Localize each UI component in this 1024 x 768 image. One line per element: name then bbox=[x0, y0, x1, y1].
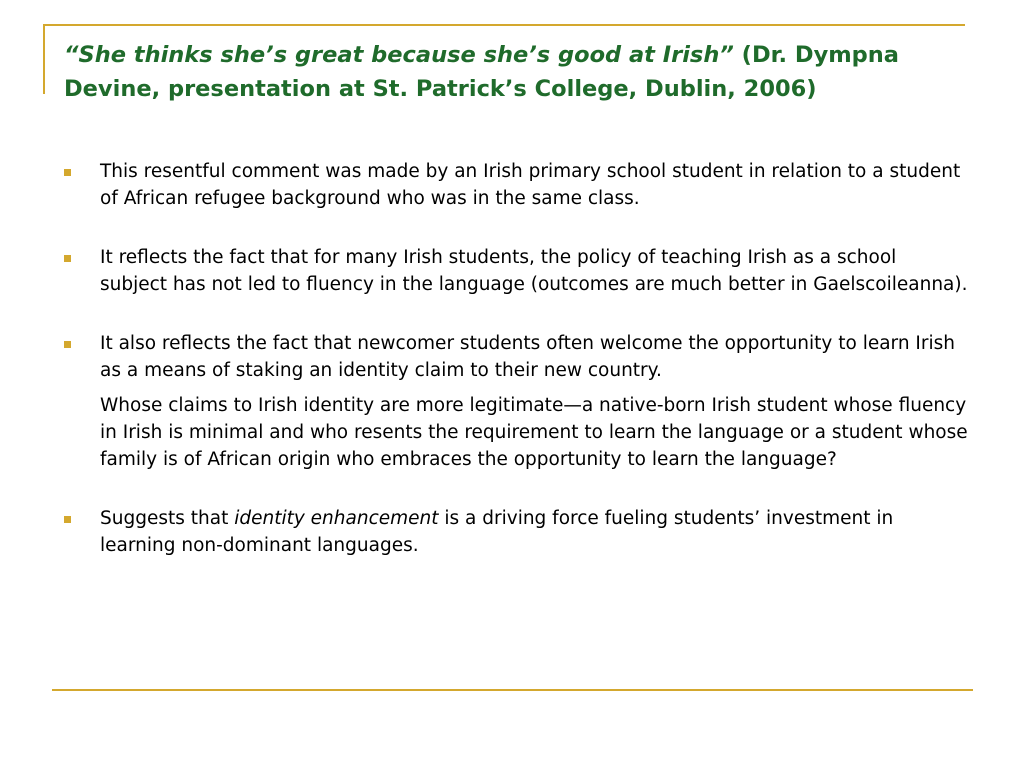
bullet-continuation-text: Whose claims to Irish identity are more legitimate—a native-born Irish student whose fluency in Irish is minimal and who resents the requirement to learn the language or a student whose family is of African origin who embraces the opportunity to learn the language? bbox=[100, 395, 968, 470]
bullet-text bbox=[100, 505, 969, 559]
slide-title bbox=[64, 38, 964, 106]
bullet-emphasis: identity enhancement bbox=[234, 508, 439, 529]
top-border-line bbox=[43, 24, 965, 26]
bullet-suffix: is a driving force fueling students’ investment in learning non-dominant languages. bbox=[100, 508, 894, 556]
left-border-line bbox=[43, 24, 45, 94]
bullet-text: It reflects the fact that for many Irish students, the policy of teaching Irish as a school subject has not led to fluency in the language (outcomes are much better in Gaelscoileanna). bbox=[100, 247, 968, 295]
square-bullet-icon bbox=[64, 255, 71, 262]
title-citation: (Dr. Dympna Devine, presentation at St. Patrick’s College, Dublin, 2006) bbox=[64, 42, 899, 102]
bullet-item-identity bbox=[64, 505, 969, 559]
bullet-item-comment bbox=[64, 158, 969, 212]
square-bullet-icon bbox=[64, 341, 71, 348]
bullet-prefix: Suggests that bbox=[100, 508, 235, 529]
bullet-list bbox=[64, 158, 969, 591]
bullet-text: This resentful comment was made by an Irish primary school student in relation to a student of African refugee background who was in the same class. bbox=[100, 161, 961, 209]
bottom-border-line bbox=[52, 689, 973, 691]
square-bullet-icon bbox=[64, 516, 71, 523]
bullet-item-fluency bbox=[64, 244, 969, 298]
square-bullet-icon bbox=[64, 169, 71, 176]
bullet-item-newcomers bbox=[64, 330, 969, 473]
bullet-text: It also reflects the fact that newcomer students often welcome the opportunity to learn Irish as a means of staking an identity claim to their new country. bbox=[100, 333, 956, 381]
title-quote: “She thinks she’s great because she’s good at Irish” bbox=[64, 42, 734, 68]
